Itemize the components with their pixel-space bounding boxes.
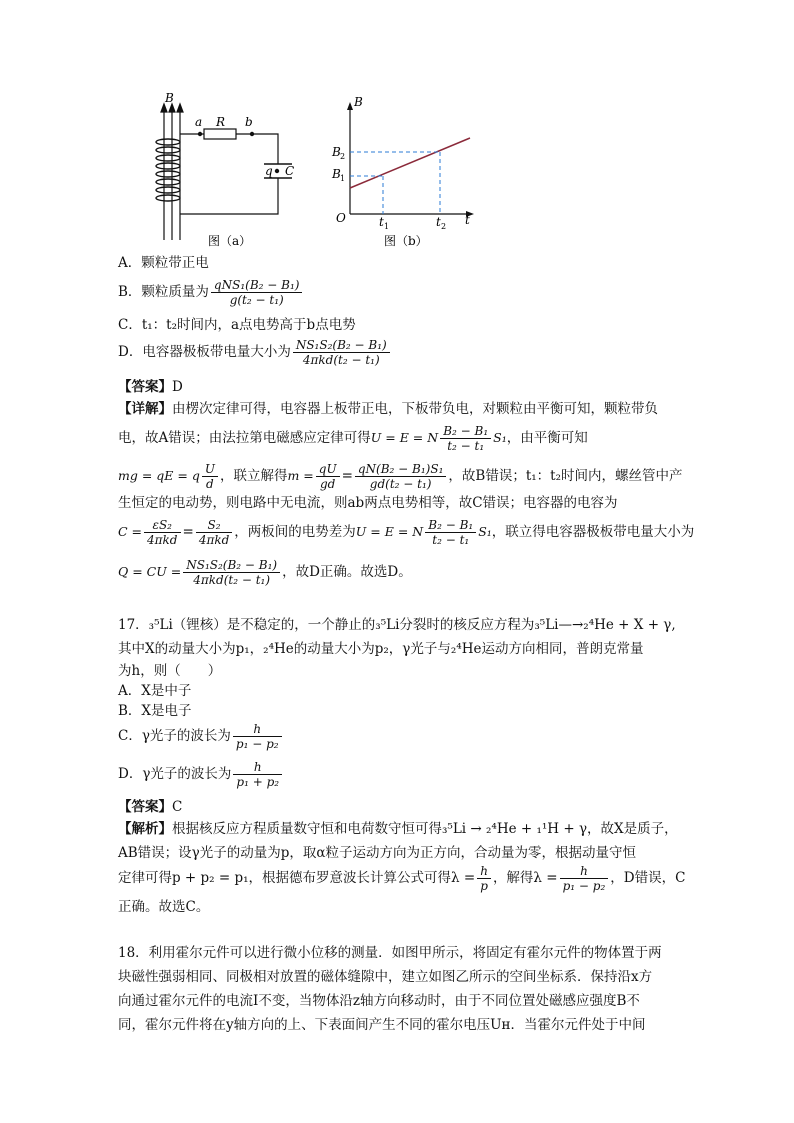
q17-answer [118,796,182,818]
figure-b-label-B2: B [332,145,341,159]
q16-detail-5g: S₁ [478,524,492,539]
q16-detail-2c: S₁ [493,430,507,445]
q16-detail-1 [118,398,658,420]
q17-answer-value: C [172,799,183,815]
figure-a-label-a: a [195,115,203,129]
figure-b-sub-t1: 1 [384,222,390,231]
q17-analysis-tag: 【解析】 [118,821,172,837]
q16-option-d-den: 4πkd(t₂ − t₁) [302,353,380,367]
q16-detail-2d: ，由平衡可知 [506,430,588,446]
q16-detail-4: 生恒定的电动势，则电路中无电流，则ab两点电势相等，故C错误；电容器的电容为 [118,495,618,511]
q16-answer-tag: 【答案】 [118,379,172,395]
figure-a-caption: 图（a） [208,234,252,248]
q16-detail-6 [118,558,412,587]
figure-a-label-C: C [285,164,295,178]
q17-option-c [118,722,284,751]
q16-detail-3-frac2 [316,462,340,491]
figure-b-sub-t2: 2 [441,222,447,231]
figure-b-label-B: B [354,95,363,109]
figure-b-label-t: t [465,213,470,227]
q16-detail-6b-n: NS₁S₂(B₂ − B₁) [183,558,280,573]
q16-detail-2-frac-d: t₂ − t₁ [447,439,485,453]
q16-detail-3f-n: qU [316,462,340,477]
q17-analysis-4: 正确。故选C。 [118,899,210,915]
q16-detail-tag: 【详解】 [118,401,172,417]
q17-option-a: A．X是中子 [118,683,192,699]
q17-analysis-1 [118,818,678,840]
q16-detail-3-frac3 [355,462,447,491]
q16-detail-6b-d: 4πkd(t₂ − t₁) [193,573,271,587]
q18-line-1: 18．利用霍尔元件可以进行微小位移的测量．如图甲所示，将固定有霍尔元件的物体置于两 [118,945,662,961]
figure-a-label-q: q [265,164,273,178]
q17-analysis-3a: 定律可得p + p₂ = p₁，根据德布罗意波长计算公式可得λ = [118,870,476,886]
q17-option-c-den: p₁ − p₂ [235,737,279,751]
q17-analysis-3b-d: p [480,879,488,893]
q17-answer-tag: 【答案】 [118,799,172,815]
q16-detail-5c-d: 4πkd [198,533,230,547]
q16-detail-5h: ，联立得电容器极板带电量大小为 [491,524,695,540]
q16-detail-5-frac3 [425,518,476,547]
figure-b-sub-1: 1 [340,174,346,183]
q16-detail-2 [118,424,588,453]
q16-option-d-fraction [293,338,390,367]
q16-detail-3c: d [206,477,214,491]
q17-analysis-3e: ，D错误，C [610,870,686,886]
q17-analysis-2: AB错误；设γ光子的动量为p，取α粒子运动方向为正方向，合动量为零，根据动量守恒 [118,845,636,861]
q17-analysis-3c: ，解得λ = [492,870,558,886]
q16-detail-3g-n: qN(B₂ − B₁)S₁ [355,462,447,477]
q16-detail-5b-d: 4πkd [147,533,178,547]
q17-option-d-text: D．γ光子的波长为 [118,766,232,782]
q16-detail-3a: mg = qE = q [118,468,200,483]
q16-option-b [118,278,304,307]
q17-option-c-num: h [233,722,282,737]
q16-detail-3-frac1 [202,462,218,491]
q16-detail-3e: m = [287,468,314,483]
q16-detail-5e: U = E = N [355,524,424,539]
q16-detail-3f-d: gd [319,477,336,491]
q16-option-a: A．颗粒带正电 [118,255,209,271]
q17-analysis-3b-n: h [477,864,491,879]
figure-b-label-t1: t [379,215,384,229]
q16-detail-5-frac2 [196,518,232,547]
q16-detail-5-frac1 [144,518,180,547]
q16-detail-3g-d: gd(t₂ − t₁) [369,477,432,491]
q17-option-d [118,760,284,789]
q17-line-3: 为h，则（ ） [118,663,222,679]
q18-line-2: 块磁性强弱相同、同极相对放置的磁体缝隙中，建立如图乙所示的空间坐标系．保持沿x方 [118,969,653,985]
q16-option-b-num: qNS₁(B₂ − B₁) [211,278,303,293]
q16-detail-5: C = $\frac{\text{εS₂}}{\text{4πkd}}$ = $\frac{\text{S₂}}{\text{4πkd}}$ ，两板间的电势差为U = E = N $\frac{\text{B₂ − B₁}}{\text{t₂ − t₁}}$ S₁，联立得电容器极板带电量大小为 [118,518,695,547]
q16-detail-5b-n: εS₂ [144,518,180,533]
q16-detail-3h: ，故B错误；t₁：t₂时间内，螺丝管中产 [448,468,683,484]
figure-b-sub-2: 2 [340,152,346,161]
q17-option-c-text: C．γ光子的波长为 [118,728,231,744]
q16-detail-3d: ，联立解得 [219,468,288,484]
q18-line-3: 向通过霍尔元件的电流I不变，当物体沿z轴方向移动时，由于不同位置处磁感应强度B不 [118,993,640,1009]
q16-detail-6-frac [183,558,280,587]
figure-b-label-O: O [336,211,346,225]
q18-line-4: 同，霍尔元件将在y轴方向的上、下表面间产生不同的霍尔电压Uн．当霍尔元件处于中间 [118,1017,646,1033]
figure-b-label-B1: B [332,167,341,181]
figure-a-label-b: b [245,115,253,129]
q17-line-2: 其中X的动量大小为p₁，₂⁴He的动量大小为p₂，γ光子与₂⁴He运动方向相同，普朗克常量 [118,641,644,657]
q16-detail-3b: U [202,462,218,477]
q16-option-b-den: g(t₂ − t₁) [229,293,284,307]
q17-analysis-3d-d: p₁ − p₂ [562,879,606,893]
figure-b-label-t2: t [436,215,441,229]
q17-analysis-3-frac2 [560,864,609,893]
q17-analysis-3d-n: h [560,864,609,879]
q17-analysis-3 [118,864,685,893]
q16-option-b-text: B．颗粒质量为 [118,284,209,300]
figure-b-caption: 图（b） [384,234,428,248]
circuit-and-graph-figure [140,90,500,250]
q16-option-d-num: NS₁S₂(B₂ − B₁) [293,338,390,353]
q16-answer-value: D [172,379,183,395]
b-t-line [350,138,470,188]
q17-option-d-num: h [233,760,282,775]
q17-option-c-fraction [233,722,282,751]
q16-detail-5c-n: S₂ [196,518,232,533]
q17-analysis-3-frac1 [477,864,491,893]
q16-detail-6a: Q = CU = [118,564,182,579]
q16-detail-5d: ，两板间的电势差为 [234,524,356,540]
q16-option-d [118,338,392,367]
q16-answer [118,376,183,398]
q16-option-b-fraction [211,278,303,307]
q17-option-b: B．X是电子 [118,703,192,719]
figure-a-label-R: R [216,115,226,129]
figure-a-label-B: B [165,91,174,105]
q16-detail-1-text: 由楞次定律可得，电容器上板带正电，下板带负电，对颗粒由平衡可知，颗粒带负 [172,401,658,417]
q17-option-d-fraction [233,760,282,789]
q16-detail-6c: ，故D正确。故选D。 [282,564,412,580]
q16-detail-5f-d: t₂ − t₁ [432,533,470,547]
q17-line-1: 17．₃⁵Li（锂核）是不稳定的，一个静止的₃⁵Li分裂时的核反应方程为₃⁵Li—→₂⁴He + X + γ, [118,617,676,633]
q16-option-d-text: D．电容器极板带电量大小为 [118,344,291,360]
q17-analysis-1-text: 根据核反应方程质量数守恒和电荷数守恒可得₃⁵Li → ₂⁴He + ₁¹H + γ，故X是质子， [172,821,678,837]
q16-detail-2-frac-n: B₂ − B₁ [440,424,491,439]
q16-detail-5f-n: B₂ − B₁ [425,518,476,533]
q16-detail-5a: C = [118,524,143,539]
q16-detail-2b: U = E = N [370,430,439,445]
q17-option-d-den: p₁ + p₂ [236,775,280,789]
q16-detail-3: mg = qE = q $\frac{U}{d}$ ，联立解得m = $\frac{qU}{gd}$ = $\frac{\text{qN(B₂ − B₁)S₁}}{\text{gd(t₂ − t₁)}}$ ，故B错误；t₁：t₂时间内，螺丝管中产 [118,462,683,491]
figure-b-graph [350,104,470,214]
q16-option-c: C．t₁：t₂时间内，a点电势高于b点电势 [118,317,356,333]
q16-detail-2-frac [440,424,491,453]
q16-detail-2a: 电，故A错误；由法拉第电磁感应定律可得 [118,430,371,446]
